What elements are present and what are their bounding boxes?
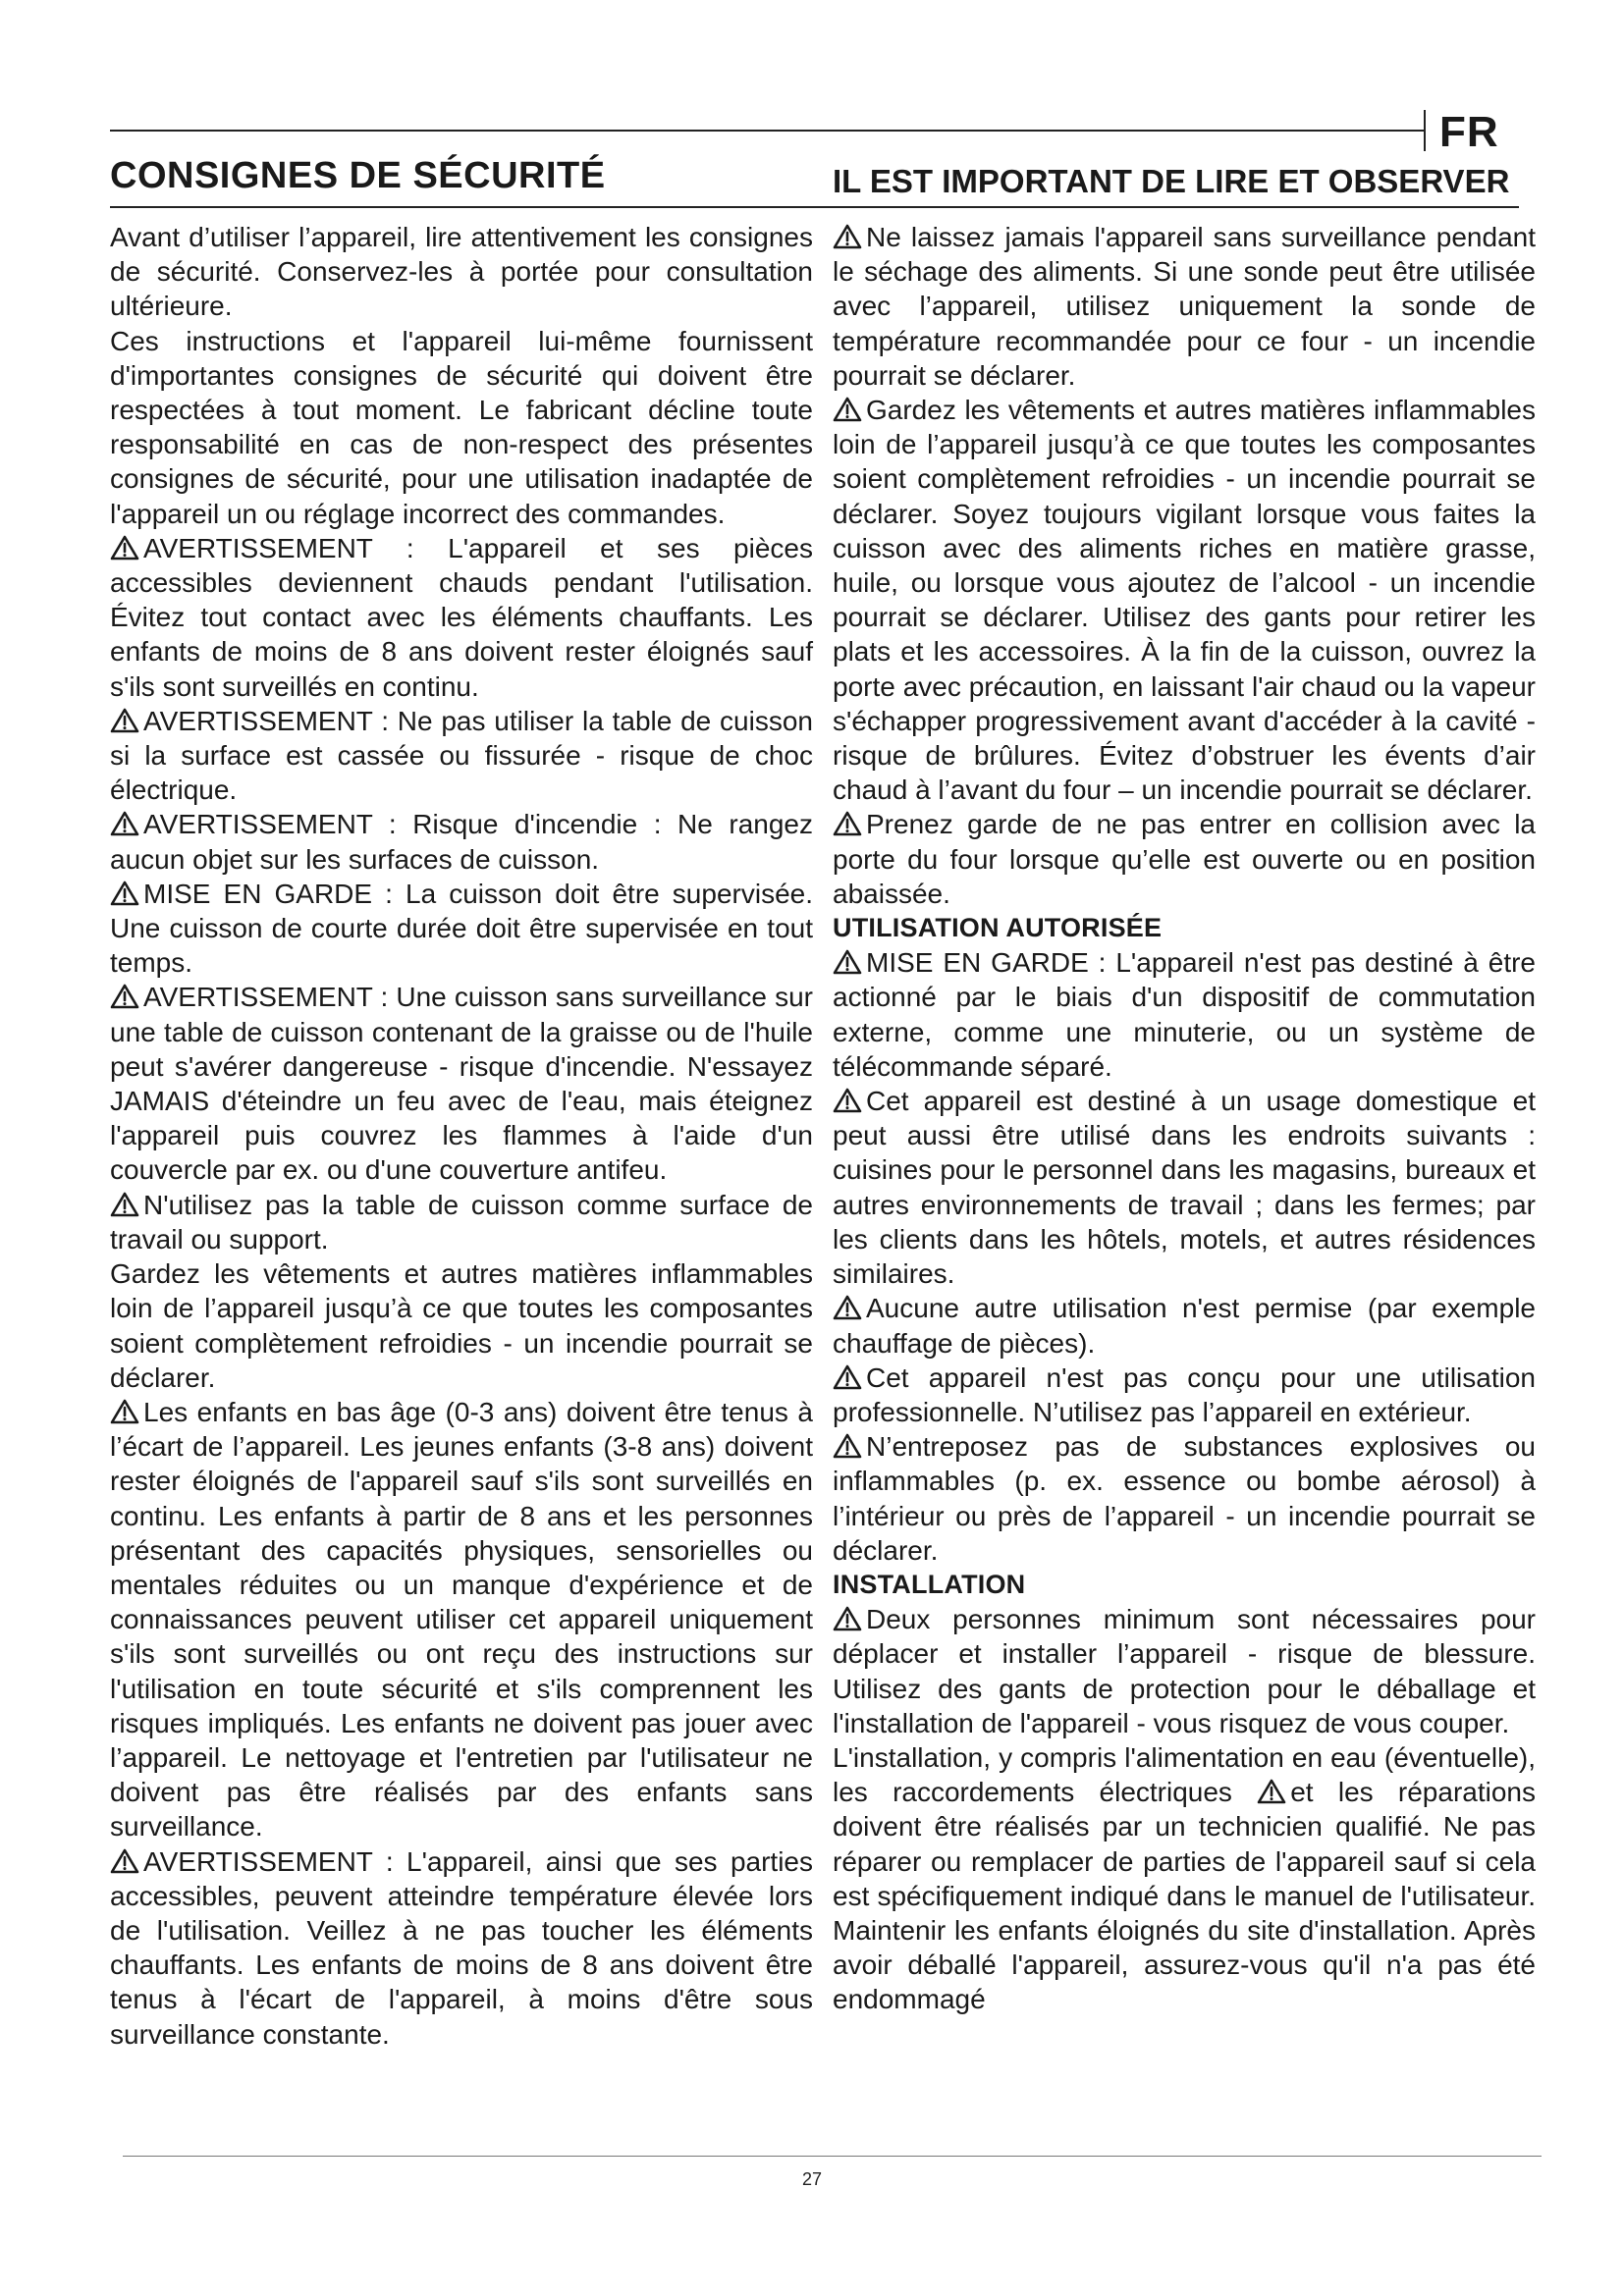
safety-paragraph	[833, 220, 1536, 393]
left-column	[110, 220, 813, 2052]
safety-paragraph	[110, 220, 813, 324]
safety-paragraph	[833, 1429, 1536, 1568]
warning-triangle-icon	[833, 1364, 862, 1390]
paragraph-text: AVERTISSEMENT : L'appareil, ainsi que ses parties accessibles, peuvent atteindre température élevée lors de l'utilisation. Veillez à ne pas toucher les éléments chauffants. Les enfants de moins de 8 ans doivent être tenus à l'écart de l'appareil, à moins d'être sous surveillance constante.	[110, 1845, 813, 2050]
paragraph-text: AVERTISSEMENT : Une cuisson sans surveillance sur une table de cuisson contenant de la graisse ou de l'huile peut s'avérer dangereuse - risque d'incendie. N'essayez JAMAIS d'éteindre un feu avec de l'eau, mais éteignez l'appareil puis couvrez les flammes à l'aide d'un couvercle par ex. ou d'une couverture antifeu.	[110, 982, 813, 1186]
paragraph-text: et les réparations doivent être réalisés par un technicien qualifié. Ne pas réparer ou remplacer de parties de l'appareil sauf si cela est spécifiquement indiqué dans le manuel de l'utilisateur. Maintenir les enfants éloignés du site d'installation. Après avoir déballé l'appareil, assurez-vous qu'il n'a pas été endommagé	[833, 1777, 1536, 2015]
safety-paragraph	[110, 980, 813, 1187]
paragraph-text: Cet appareil est destiné à un usage domestique et peut aussi être utilisé dans les endroits suivants : cuisines pour le personnel dans les magasins, bureaux et autres environnements de travail ; dans les fermes; par les clients dans les hôtels, motels, et autres résidences similaires.	[833, 1086, 1536, 1290]
warning-triangle-icon	[110, 1399, 139, 1424]
paragraph-text: Ne laissez jamais l'appareil sans surveillance pendant le séchage des aliments. Si une sonde peut être utilisée avec l’appareil, utilisez uniquement la sonde de température recommandée pour ce four - un incendie pourrait se déclarer.	[833, 222, 1536, 391]
safety-paragraph	[833, 1740, 1536, 2017]
top-rule	[110, 130, 1424, 132]
safety-paragraph	[110, 877, 813, 981]
warning-triangle-icon	[110, 1848, 139, 1874]
section-heading: UTILISATION AUTORISÉE	[833, 913, 1163, 943]
safety-paragraph	[833, 807, 1536, 911]
paragraph-text: Ces instructions et l'appareil lui-même fournissent d'importantes consignes de sécurité qui doivent être respectées à tout moment. Le fabricant décline toute responsabilité en cas de non-respect des présentes consignes de sécurité, pour une utilisation inadaptée de l'appareil un ou réglage incorrect des commandes.	[110, 325, 813, 529]
language-code: FR	[1439, 108, 1499, 156]
safety-paragraph	[110, 1256, 813, 1395]
warning-triangle-icon	[833, 1295, 862, 1320]
paragraph-text: Gardez les vêtements et autres matières inflammables loin de l’appareil jusqu’à ce que toutes les composantes soient complètement refroidies - un incendie pourrait se déclarer.	[110, 1258, 813, 1393]
warning-triangle-icon	[833, 811, 862, 836]
warning-triangle-icon	[110, 535, 139, 561]
warning-triangle-icon	[833, 224, 862, 249]
safety-paragraph	[833, 1084, 1536, 1291]
right-column	[833, 220, 1536, 2017]
paragraph-text: L'installation, y compris l'alimentation en eau (éventuelle), les raccordements électriques	[833, 1741, 1536, 1808]
paragraph-text: MISE EN GARDE : L'appareil n'est pas destiné à être actionné par le biais d'un dispositif de commutation externe, comme une minuterie, ou un système de télécommande séparé.	[833, 947, 1536, 1082]
section-heading: INSTALLATION	[833, 1569, 1026, 1599]
paragraph-text: Les enfants en bas âge (0-3 ans) doivent être tenus à l’écart de l’appareil. Les jeunes enfants (3-8 ans) doivent rester éloignés de l'appareil sauf s'ils sont surveillés en continu. Les enfants à partir de 8 ans et les personnes présentant des capacités physiques, sensorielles ou mentales réduites ou un manque d'expérience et de connaissances peuvent utiliser cet appareil uniquement s'ils sont surveillés ou ont reçu des instructions sur l'utilisation en toute sécurité et s'ils comprennent les risques impliqués. Les enfants ne doivent pas jouer avec l’appareil. Le nettoyage et l'entretien par l'utilisateur ne doivent pas être réalisés par des enfants sans surveillance.	[110, 1396, 813, 1842]
paragraph-text: Aucune autre utilisation n'est permise (par exemple chauffage de pièces).	[833, 1293, 1536, 1359]
warning-triangle-icon	[110, 811, 139, 836]
safety-paragraph	[833, 1291, 1536, 1360]
paragraph-text: AVERTISSEMENT : Risque d'incendie : Ne rangez aucun objet sur les surfaces de cuisson.	[110, 809, 813, 875]
safety-paragraph	[110, 1395, 813, 1844]
safety-paragraph	[833, 393, 1536, 807]
section-subtitle: IL EST IMPORTANT DE LIRE ET OBSERVER	[833, 163, 1510, 199]
safety-paragraph	[110, 531, 813, 704]
warning-triangle-icon	[110, 708, 139, 733]
paragraph-text: Cet appareil n'est pas conçu pour une utilisation professionnelle. N’utilisez pas l’appareil en extérieur.	[833, 1362, 1536, 1427]
paragraph-text: Deux personnes minimum sont nécessaires pour déplacer et installer l’appareil - risque de blessure. Utilisez des gants de protection pour le déballage et l'installation de l'appareil - vous risquez de vous couper.	[833, 1604, 1536, 1738]
warning-triangle-icon	[833, 949, 862, 975]
warning-triangle-icon	[110, 1192, 139, 1217]
safety-paragraph	[110, 704, 813, 808]
safety-paragraph	[833, 1361, 1536, 1429]
safety-paragraph	[110, 1188, 813, 1256]
paragraph-text: N’entreposez pas de substances explosives ou inflammables (p. ex. essence ou bombe aérosol) à l’intérieur ou près de l’appareil - un incendie pourrait se déclarer.	[833, 1431, 1536, 1566]
warning-triangle-icon	[833, 1433, 862, 1459]
paragraph-text: N'utilisez pas la table de cuisson comme surface de travail ou support.	[110, 1189, 813, 1255]
paragraph-text: Avant d’utiliser l’appareil, lire attentivement les consignes de sécurité. Conservez-les à portée pour consultation ultérieure.	[110, 222, 813, 322]
paragraph-text: Prenez garde de ne pas entrer en collision avec la porte du four lorsque qu’elle est ouverte ou en position abaissée.	[833, 809, 1536, 909]
safety-paragraph	[833, 1602, 1536, 1740]
page-number: 27	[801, 2169, 823, 2189]
footer-rule	[123, 2156, 1542, 2157]
warning-triangle-icon	[110, 984, 139, 1009]
paragraph-text: Gardez les vêtements et autres matières inflammables loin de l’appareil jusqu’à ce que toutes les composantes soient complètement refroidies - un incendie pourrait se déclarer. Soyez toujours vigilant lorsque vous faites la cuisson avec des aliments riches en matière grasse, huile, ou lorsque vous ajoutez de l’alcool - un incendie pourrait se déclarer. Utilisez des gants pour retirer les plats et les accessoires. À la fin de la cuisson, ouvrez la porte avec précaution, en laissant l'air chaud ou la vapeur s'échapper progressivement avant d'accéder à la cavité - risque de brûlures. Évitez d’obstruer les évents d’air chaud à l’avant du four – un incendie pourrait se déclarer.	[833, 395, 1536, 806]
safety-paragraph	[110, 807, 813, 876]
paragraph-text: AVERTISSEMENT : L'appareil et ses pièces accessibles deviennent chauds pendant l'utilisation. Évitez tout contact avec les éléments chauffants. Les enfants de moins de 8 ans doivent rester éloignés sauf s'ils sont surveillés en continu.	[110, 532, 813, 702]
paragraph-text: MISE EN GARDE : La cuisson doit être supervisée. Une cuisson de courte durée doit être supervisée en tout temps.	[110, 878, 813, 979]
warning-triangle-icon	[110, 881, 139, 906]
header-rule	[110, 206, 1519, 208]
warning-triangle-icon	[833, 1606, 862, 1631]
section-title: CONSIGNES DE SÉCURITÉ	[110, 155, 606, 196]
paragraph-text: AVERTISSEMENT : Ne pas utiliser la table de cuisson si la surface est cassée ou fissurée - risque de choc électrique.	[110, 705, 813, 806]
safety-paragraph	[110, 324, 813, 531]
warning-triangle-icon	[833, 397, 862, 422]
warning-triangle-icon	[833, 1088, 862, 1113]
top-rule-tick	[1424, 110, 1426, 151]
safety-paragraph	[833, 945, 1536, 1084]
warning-triangle-icon	[1257, 1779, 1286, 1804]
safety-paragraph	[110, 1844, 813, 2052]
